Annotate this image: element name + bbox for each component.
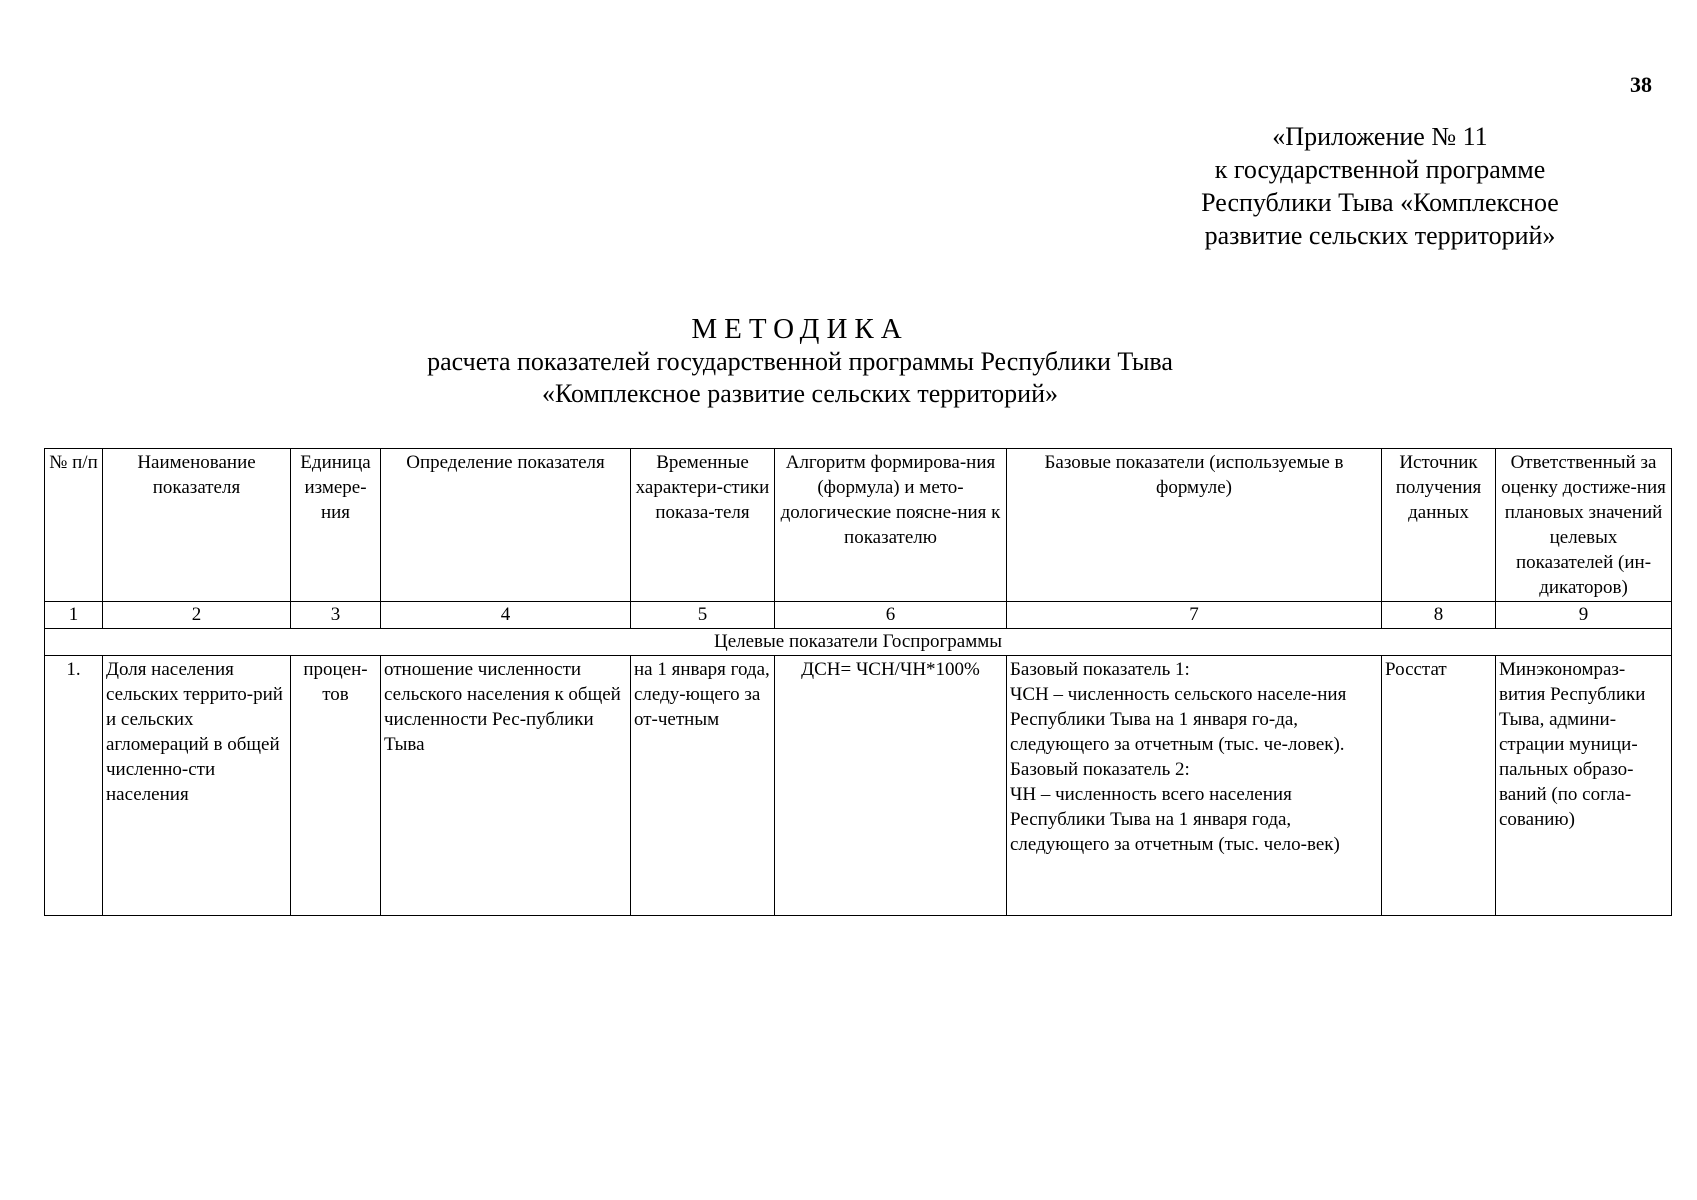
appendix-block <box>1160 120 1600 252</box>
header-cell-time: Временные характери-стики показа-теля <box>631 449 775 602</box>
header-cell-source: Источник получения данных <box>1382 449 1496 602</box>
column-number: 1 <box>45 602 103 629</box>
base-indicator-line: Базовый показатель 1: <box>1010 659 1190 680</box>
appendix-line: развитие сельских территорий» <box>1204 221 1556 250</box>
column-number: 6 <box>775 602 1007 629</box>
appendix-line: «Приложение № 11 <box>1272 122 1488 151</box>
column-number: 9 <box>1496 602 1672 629</box>
page-number: 38 <box>1630 72 1652 97</box>
definition-cell: отношение численности сельского населения к общей численности Рес-публики Тыва <box>381 656 631 916</box>
header-cell-unit: Единица измере-ния <box>291 449 381 602</box>
source-cell: Росстат <box>1382 656 1496 916</box>
row-number: 1. <box>45 656 103 916</box>
header-cell-name: Наименование показателя <box>103 449 291 602</box>
base-indicator-line: ЧН – численность всего населения Республики Тыва на 1 января года, следующего за отчетным (тыс. чело-век) <box>1010 784 1340 855</box>
time-characteristics-cell: на 1 января года, следу-ющего за от-четным <box>631 656 775 916</box>
header-cell-formula: Алгоритм формирова-ния (формула) и мето-дологические поясне-ния к показателю <box>775 449 1007 602</box>
header-cell-definition: Определение показателя <box>381 449 631 602</box>
base-indicator-line: ЧСН – численность сельского населе-ния Республики Тыва на 1 января го-да, следующего за отчетным (тыс. че-ловек). <box>1010 684 1347 755</box>
title-subtitle-line: «Комплексное развитие сельских территорий» <box>541 379 1059 408</box>
column-number-row <box>45 602 1672 629</box>
indicator-name: Доля населения сельских террито-рий и сельских агломераций в общей численно-сти населения <box>103 656 291 916</box>
table-row <box>45 656 1672 916</box>
unit-cell: процен-тов <box>291 656 381 916</box>
appendix-line: к государственной программе <box>1214 155 1546 184</box>
title-main: МЕТОДИКА <box>691 313 909 345</box>
column-number: 5 <box>631 602 775 629</box>
column-number: 2 <box>103 602 291 629</box>
document-title <box>300 312 1300 410</box>
methodology-table <box>44 448 1672 916</box>
column-number: 8 <box>1382 602 1496 629</box>
column-number: 4 <box>381 602 631 629</box>
header-cell-responsible: Ответственный за оценку достиже-ния плановых значений целевых показателей (ин-дикаторов) <box>1496 449 1672 602</box>
header-cell-num: № п/п <box>45 449 103 602</box>
base-indicators-cell <box>1007 656 1382 916</box>
title-subtitle-line: расчета показателей государственной программы Республики Тыва <box>427 347 1173 376</box>
responsible-cell: Минэкономраз-вития Республики Тыва, админи-страции муници-пальных образо-ваний (по согла-сованию) <box>1496 656 1672 916</box>
table-header-row <box>45 449 1672 602</box>
formula-cell: ДСН= ЧСН/ЧН*100% <box>775 656 1007 916</box>
section-row <box>45 629 1672 656</box>
base-indicator-line: Базовый показатель 2: <box>1010 759 1190 780</box>
column-number: 3 <box>291 602 381 629</box>
section-title: Целевые показатели Госпрограммы <box>45 629 1672 656</box>
column-number: 7 <box>1007 602 1382 629</box>
header-cell-base-indicators: Базовые показатели (используемые в формуле) <box>1007 449 1382 602</box>
appendix-line: Республики Тыва «Комплексное <box>1201 188 1559 217</box>
